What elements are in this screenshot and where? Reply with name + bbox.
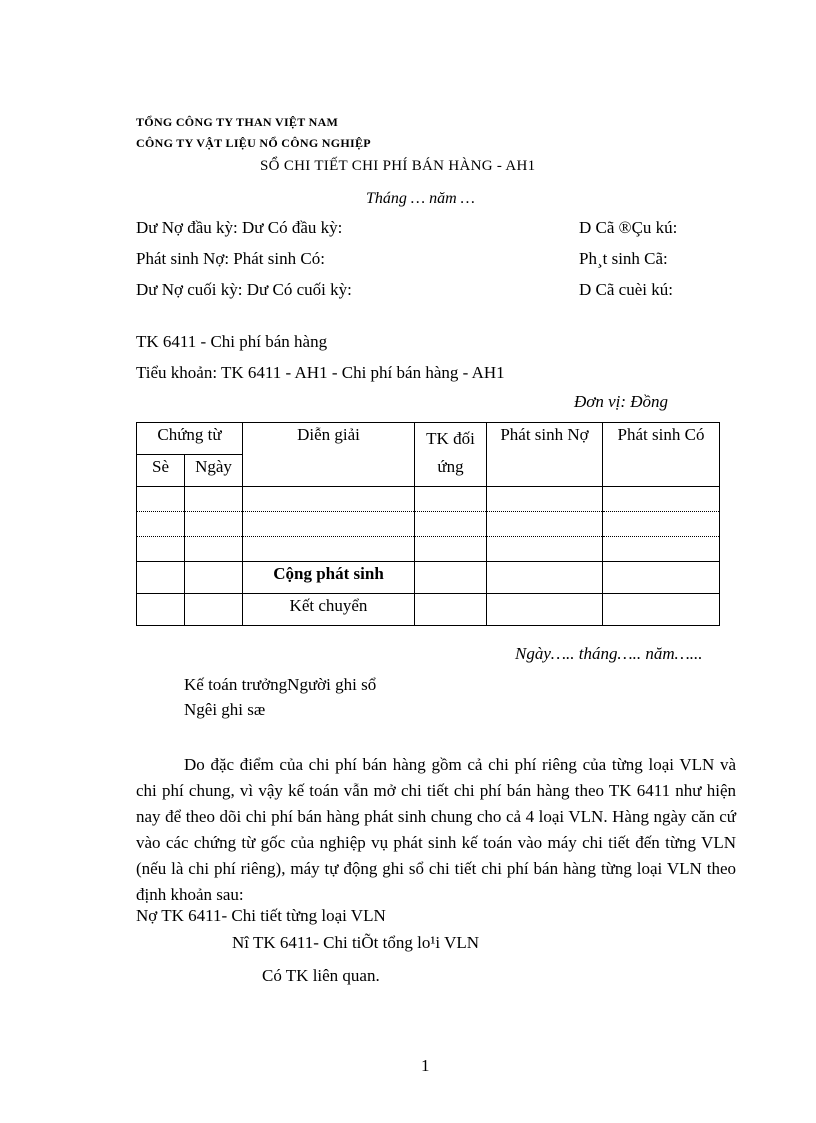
header-ngay: Ngày: [185, 455, 243, 487]
signature-roles: Kế toán trưởngNgười ghi sổ: [184, 675, 377, 694]
ledger-table: [136, 422, 720, 626]
transfer-label: Kết chuyển: [243, 594, 415, 626]
total-label: Cộng phát sinh: [243, 562, 415, 594]
entry-debit: Nợ TK 6411- Chi tiết từng loại VLN: [136, 906, 386, 925]
table-row: [137, 487, 720, 512]
table-row: [137, 537, 720, 562]
org-line-1: TỔNG CÔNG TY THAN VIỆT NAM: [136, 115, 339, 129]
opening-balance-garbled: D Cã ®Çu kú:: [579, 218, 678, 237]
date-line: Ngày….. tháng….. năm…...: [515, 644, 703, 663]
header-tk-doi-ung-line1: TK đối: [426, 429, 475, 448]
signature-roles-garbled: Ngêi ghi sæ: [184, 700, 266, 719]
sub-account-title: Tiểu khoản: TK 6411 - AH1 - Chi phí bán hàng - AH1: [136, 363, 505, 382]
period-movement: Phát sinh Nợ: Phát sinh Có:: [136, 249, 325, 268]
closing-balance-garbled: D Cã cuèi kú:: [579, 280, 673, 299]
header-so: Sè: [137, 455, 185, 487]
opening-balance: Dư Nợ đầu kỳ: Dư Có đầu kỳ:: [136, 218, 343, 237]
header-dien-giai: Diễn giải: [243, 423, 415, 487]
table-row: [137, 512, 720, 537]
period-label: Tháng … năm …: [366, 190, 475, 207]
page-number: 1: [421, 1056, 430, 1075]
header-tk-doi-ung-line2: ứng: [437, 457, 464, 476]
entry-debit-garbled: Nî TK 6411- Chi tiÕt tổng lo¹i VLN: [232, 933, 480, 952]
body-paragraph: Do đặc điểm của chi phí bán hàng gồm cả chi phí riêng của từng loại VLN và chi phí chung, vì vậy kế toán vẫn mở chi tiết chi phí bán hàng theo TK 6411 như hiện nay để theo dõi chi phí bán hàng phát sinh chung cho cả 4 loại VLN. Hàng ngày căn cứ vào các chứng từ gốc của nghiệp vụ phát sinh kế toán vào máy chi tiết đến từng VLN (nếu là chi phí riêng), máy tự động ghi sổ chi tiết chi phí bán hàng từng loại VLN theo định khoản sau:: [136, 755, 736, 904]
ledger-title: SỔ CHI TIẾT CHI PHÍ BÁN HÀNG - AH1: [260, 158, 536, 174]
header-phat-sinh-no: Phát sinh Nợ: [487, 423, 603, 487]
header-chung-tu: Chứng từ: [137, 423, 243, 455]
account-title: TK 6411 - Chi phí bán hàng: [136, 332, 328, 351]
header-phat-sinh-co: Phát sinh Có: [603, 423, 720, 487]
closing-balance: Dư Nợ cuối kỳ: Dư Có cuối kỳ:: [136, 280, 352, 299]
period-movement-garbled: Ph¸t sinh Cã:: [579, 249, 668, 268]
transfer-row: [137, 594, 720, 626]
entry-credit: Có TK liên quan.: [262, 966, 380, 985]
total-row: [137, 562, 720, 594]
header-tk-doi-ung: [415, 423, 487, 487]
currency-unit: Đơn vị: Đồng: [574, 392, 669, 411]
org-line-2: CÔNG TY VẬT LIỆU NỔ CÔNG NGHIỆP: [136, 136, 371, 150]
